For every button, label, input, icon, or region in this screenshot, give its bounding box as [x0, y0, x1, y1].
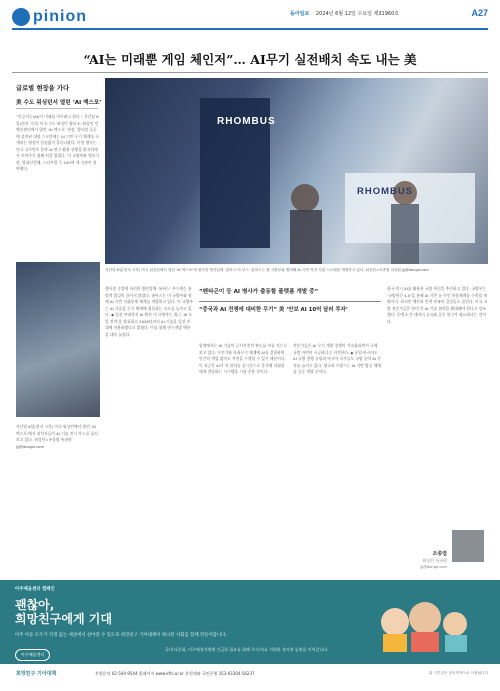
ad-slogan-line-1: 괜찮아, [15, 598, 55, 612]
photo-sign-text: RHOMBUS [217, 116, 276, 127]
reporter-title: 워싱턴 특파원 [422, 558, 447, 563]
article-body-col-2: 업계에서는 AI 기술이 군사작전의 판도를 바꿀 것으로 보고 있다. 무인기와 자율무기 체계에 AI를 결합하면 인간의 개입 없이도 작전을 수행할 수 있기 때문이다. 미 육군은 AI가 적 위치를 실시간으로 분석해 지휘관에게 전달하는 시스템을 시험 운용 중이다. [199, 343, 287, 374]
header-divider [12, 28, 488, 30]
issue-number: 제31960호 [373, 11, 400, 17]
ad-body-text: 아주 아동 모두가 걱정 없는 세상에서 살아갈 수 있도록 희망친구 기아대책이 하나된 사회를 함께 만들어갑니다. [15, 633, 227, 638]
reporter-email: jjj@donga.com [420, 565, 447, 569]
ad-slogan-line-2: 희망친구에게 기대 [15, 612, 112, 626]
ad-campaign-button[interactable]: 아주배움센터 [15, 649, 50, 661]
page-number: A27 [471, 8, 488, 18]
reporter-name: 조종엽 [432, 551, 447, 557]
column-divider [16, 108, 98, 109]
pull-quote-2: “중국과 AI 전쟁에 대비한 무기” 美 ‘안보 AI 10억 달러 투자’ [199, 307, 348, 313]
expo-photo-left [16, 262, 100, 417]
rhombus-booth-photo [105, 78, 488, 264]
ad-logo: 희망친구 기아대책 [16, 671, 57, 677]
ad-description: 국내 다문화, 이주배경가정에 긴급한 필요를 위해 주거·의료 지원과 정서적 돌봄을 이어갑니다. [165, 647, 329, 652]
ad-contact: 후원문의 02-544-9544 홈페이지 www.kfhi.or.kr 후원계좌 국민은행 353-03304-56237 [95, 671, 255, 676]
reporter-avatar [452, 530, 484, 562]
photo-banner-text: RHOMBUS [357, 186, 414, 197]
opinion-logo-circle [12, 8, 30, 26]
left-photo-caption: 지난달 6일(현지 시각) 미국 워싱턴에서 열린 ‘AI 엑스포’에서 참석자들이 AI 기술 전시 부스를 둘러보고 있다. 워싱턴=조종엽 특파원 jjj@donga.com [16, 424, 98, 449]
ad-campaign-label: 아주배움센터 캠페인 [15, 587, 55, 592]
article-intro-text: “인공지능(AI)이 미래를 바꾸려고 한다.” 지난달 6일(현지 시각) 미국 수도 워싱턴 월터 E. 워싱턴 컨벤션센터에서 열린 ‘AI 엑스포’ 현장. 행사장 곳곳에 설치된 대형 스크린에는 AI 기반 무기 체계를 소개하는 영상이 끊임없이 흘러나왔다. 이번 행사는 미국 국가안보 분야 AI 연구·활용 현황을 한자리에서 보여주기 위해 처음 열렸다. 미 국방부와 정보기관, 방위산업체, 스타트업 등 100여 개 기관이 참여했다. [16, 114, 100, 171]
ad-slogan [15, 598, 112, 626]
publication-name: 동아일보 [290, 11, 310, 17]
article-body-col-3: 전문가들은 AI 무기 개발 경쟁이 가속화되면서 국제 규범 마련이 시급하다고 지적한다. ◆ 유럽·아시아도 AI 국방 경쟁 유럽과 아시아 국가들도 국방 분야 AI 투자를 늘리고 있다. 영국과 프랑스는 AI 기반 방공 체계를 공동 개발 중이다. [293, 343, 381, 374]
booth-illustration [105, 78, 488, 264]
main-photo-caption: 지난달 6일(현지 시각) 미국 워싱턴에서 열린 ‘AI 엑스포’에 참가한 방산업체 ‘롬버스’의 부스. 롬버스는 美 국방부와 협력해 AI 기반 작전 지원 시스템을 개발하고 있다. 워싱턴=조종엽 특파원 jjj@donga.com [105, 268, 429, 272]
pull-quote [199, 288, 381, 315]
article-body-col-1: 행사장 중앙에 자리한 방산업체 ‘롬버스’ 부스에는 관람객 발길이 끊이지 않았다. 롬버스는 미 국방부와 함께 AI 기반 지휘통제 체계를 개발하고 있다. 미 국방부는 AI 기술을 무기 체계에 접목하는 속도를 높이고 있다. ◆ 일선 부대까지 AI 확산 미 국방부는 최근 ‘AI 도입 전략’을 발표하고 2026년까지 AI 기술을 일선 부대에 적용하겠다고 밝혔다. 이를 위해 연구개발 예산을 대폭 늘렸다. [105, 286, 193, 337]
ad-footer-bar [0, 664, 500, 691]
headline: “AI는 미래뿐 게임 체인저”… AI무기 실전배치 속도 내는 美 [83, 52, 417, 67]
ad-illustration [355, 592, 485, 652]
section-title: pinion [33, 8, 87, 25]
issue-date: 2024년 6월 12일 수요일 [315, 11, 372, 17]
article-body-col-4: 한국 역시 AI를 활용한 국방 혁신을 추진하고 있다. 국방부는 ‘국방혁신 4.0’을 통해 AI 기반 유·무인 복합체계를 구축할 계획이다. 하지만 예산과 인력 부족이 걸림돌로 꼽힌다. 미국 국방 전문가들은 한미 간 AI 기술 협력을 확대해야 한다고 강조했다. 동맹국 간 데이터 공유와 공동 연구가 필요하다는 것이다. [387, 286, 488, 324]
pull-quote-divider [199, 301, 381, 302]
column-subtitle: 美 수도 워싱턴서 열린 ‘AI 엑스포’ [16, 100, 102, 106]
column-label: 글로벌 현장을 가다 [16, 85, 70, 92]
headline-divider [12, 72, 488, 73]
ad-notice: 위 기부금은 공익목적으로 사용됩니다 [429, 671, 488, 675]
pull-quote-1: “펜타곤이 등 AI 병사가 출동할 플랫폼 개발 중” [199, 289, 319, 295]
masthead-info [290, 10, 399, 17]
